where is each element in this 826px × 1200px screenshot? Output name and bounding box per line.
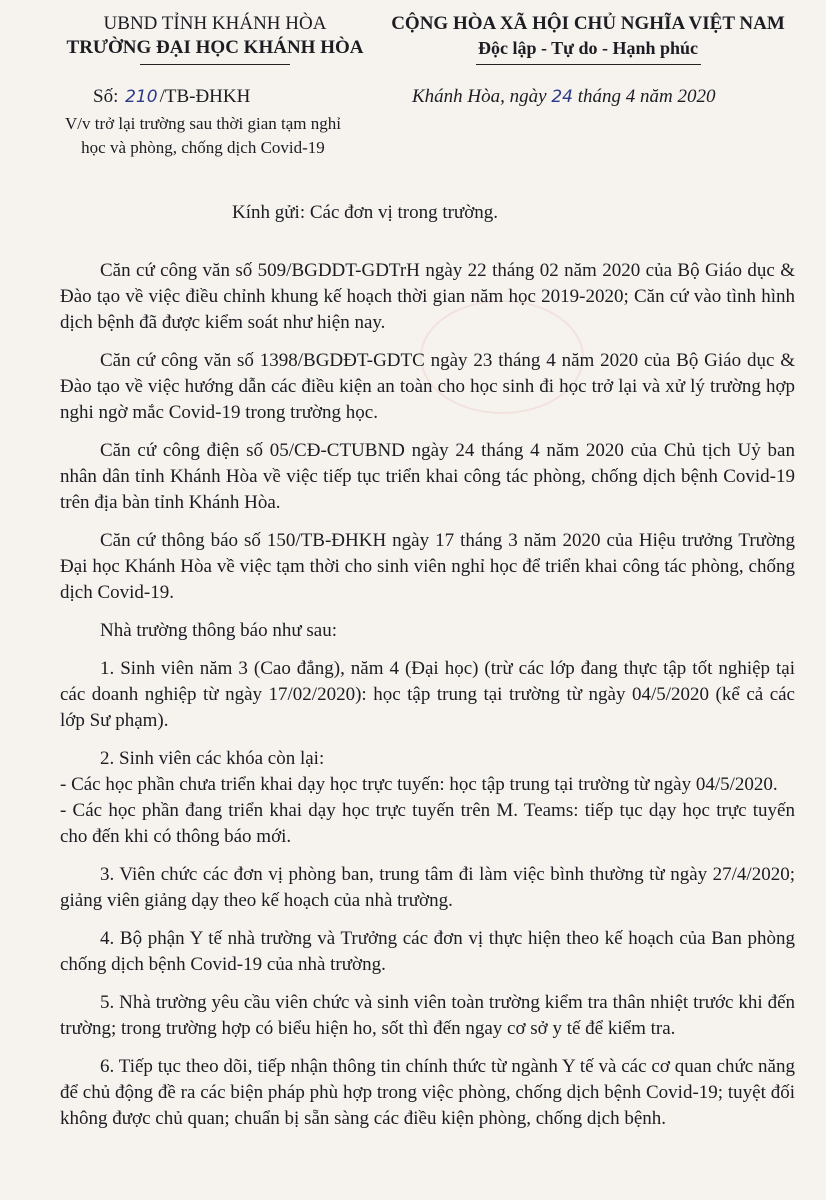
header-underline-left xyxy=(140,64,290,65)
nation-name: CỘNG HÒA XÃ HỘI CHỦ NGHĨA VIỆT NAM xyxy=(391,13,785,34)
header-underline-right xyxy=(476,64,701,65)
paragraph: 2. Sinh viên các khóa còn lại: xyxy=(100,748,325,769)
paragraph: 1. Sinh viên năm 3 (Cao đẳng), năm 4 (Đại học) (trừ các lớp đang thực tập tốt nghiệp tại các doanh nghiệp từ ngày 17/02/2020): học tập trung tại trường từ ngày 04/5/2020 (kể cả các lớp Sư phạm). xyxy=(60,658,795,731)
date-suffix: tháng 4 năm 2020 xyxy=(572,86,716,107)
paragraph: 4. Bộ phận Y tế nhà trường và Trưởng các đơn vị thực hiện theo kế hoạch của Ban phòng chống dịch bệnh Covid-19 của nhà trường. xyxy=(60,928,795,975)
document-number-value: 210 xyxy=(125,87,158,107)
issuer-org: UBND TỈNH KHÁNH HÒA xyxy=(103,13,327,34)
national-header xyxy=(370,12,806,65)
paragraph: Căn cứ công văn số 509/BGDDT-GDTrH ngày 22 tháng 02 năm 2020 của Bộ Giáo dục & Đào tạo về việc điều chỉnh khung kế hoạch thời gian năm học 2019-2020; Căn cứ vào tình hình dịch bệnh đã được kiểm soát như hiện nay. xyxy=(60,260,795,333)
date-prefix: Khánh Hòa, ngày xyxy=(412,86,552,107)
paragraph: Nhà trường thông báo như sau: xyxy=(100,620,337,641)
paragraph: 5. Nhà trường yêu cầu viên chức và sinh viên toàn trường kiểm tra thân nhiệt trước khi đến trường; trong trường hợp có biểu hiện ho, sốt thì đến ngay cơ sở y tế để kiểm tra. xyxy=(60,992,795,1039)
document-number-prefix: Số: xyxy=(93,86,124,107)
paragraph: 3. Viên chức các đơn vị phòng ban, trung tâm đi làm việc bình thường từ ngày 27/4/2020; giảng viên giảng dạy theo kế hoạch của nhà trường. xyxy=(60,864,795,911)
subject-line-1: V/v trở lại trường sau thời gian tạm nghỉ xyxy=(64,114,342,133)
paragraph: Căn cứ công điện số 05/CĐ-CTUBND ngày 24 tháng 4 năm 2020 của Chủ tịch Uỷ ban nhân dân tỉnh Khánh Hòa về việc tiếp tục triển khai công tác phòng, chống dịch bệnh Covid-19 trên địa bàn tỉnh Khánh Hòa. xyxy=(60,440,795,513)
paragraph: - Các học phần chưa triển khai dạy học trực tuyến: học tập trung tại trường từ ngày 04/5/2020. xyxy=(60,774,778,795)
document-subject xyxy=(38,112,368,160)
recipient-line: Kính gửi: Các đơn vị trong trường. xyxy=(232,202,499,223)
paragraph: - Các học phần đang triển khai dạy học trực tuyến trên M. Teams: tiếp tục dạy học trực tuyến cho đến khi có thông báo mới. xyxy=(60,800,795,847)
paragraph: Căn cứ thông báo số 150/TB-ĐHKH ngày 17 tháng 3 năm 2020 của Hiệu trưởng Trường Đại học Khánh Hòa về việc tạm thời cho sinh viên nghỉ học để triển khai công tác phòng, chống dịch Covid-19. xyxy=(60,530,795,603)
show-through-backside xyxy=(405,58,825,158)
document-date xyxy=(412,86,715,108)
date-day: 24 xyxy=(551,87,573,107)
national-motto: Độc lập - Tự do - Hạnh phúc xyxy=(477,38,699,58)
issuer-school: TRƯỜNG ĐẠI HỌC KHÁNH HÒA xyxy=(66,37,364,58)
document-body xyxy=(60,258,795,1144)
issuer-header xyxy=(60,12,370,65)
paragraph: 6. Tiếp tục theo dõi, tiếp nhận thông tin chính thức từ ngành Y tế và các cơ quan chức năng để chủ động đề ra các biện pháp phù hợp trong việc phòng, chống dịch bệnh Covid-19; tuyệt đối không được chủ quan; chuẩn bị sẵn sàng các điều kiện phòng, chống dịch bệnh. xyxy=(60,1056,795,1129)
subject-line-2: học và phòng, chống dịch Covid-19 xyxy=(81,138,325,157)
document-number-suffix: /TB-ĐHKH xyxy=(159,86,251,107)
document-number xyxy=(93,86,250,108)
paragraph: Căn cứ công văn số 1398/BGDĐT-GDTC ngày 23 tháng 4 năm 2020 của Bộ Giáo dục & Đào tạo về việc hướng dẫn các điều kiện an toàn cho học sinh đi học trở lại và xử lý trường hợp nghi ngờ mắc Covid-19 trong trường học. xyxy=(60,350,795,423)
